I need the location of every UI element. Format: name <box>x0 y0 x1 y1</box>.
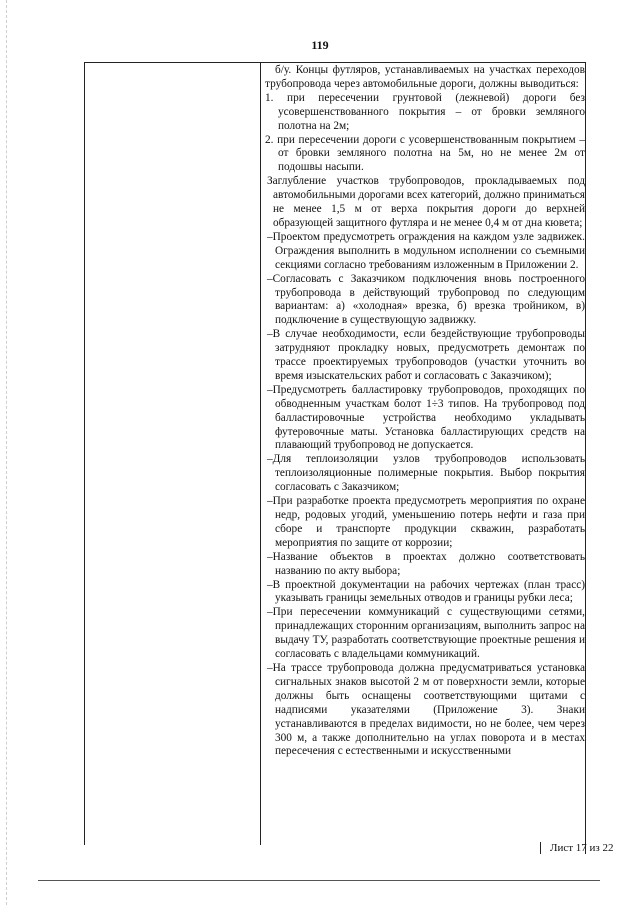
dash-item-signal-signs: –На трассе трубопровода должна предусматриваться установка сигнальных знаков высотой 2 м от поверхности земли, которые должны быть оснащены соответствующими щитами с надписями указателями (Приложение 3). Знаки устанавливаются в пределах видимости, но не более, чем через 300 м, а также дополнительно на углах поворота и в местах пересечения с естественными и искусственными <box>267 661 585 758</box>
dash-item-utility-crossings: –При пересечении коммуникаций с существующими сетями, принадлежащих сторонним организациям, выполнить запрос на выдачу ТУ, разработать соответствующие проектные решения и согласовать с владельцами коммуникаций. <box>267 606 585 661</box>
dash-item-dismantling: –В случае необходимости, если бездействующие трубопроводы затрудняют прокладку новых, предусмотреть демонтаж по трассе проектируемых трубопроводов (участки уточнить во время изыскательских работ и согласовать с Заказчиком); <box>267 328 585 382</box>
binding-margin-line <box>6 0 7 905</box>
dash-item-connection: –Согласовать с Заказчиком подключения вновь построенного трубопровода в действующий трубопровод по следующим вариантам: а) «холодная» врезка, б) врезка тройником, в) подключение в существующую задвижку. <box>267 272 585 327</box>
dash-item-object-names: –Название объектов в проектах должно соответствовать названию по акту выбора; <box>267 550 585 577</box>
sheet-label: Лист 17 из 22 <box>550 842 614 854</box>
requirements-table <box>84 62 586 845</box>
table-right-column <box>261 63 585 759</box>
numbered-item-1: 1. при пересечении грунтовой (лежневой) дороги без усовершенствованного покрытия – от бровки земляного полотна на 2м; <box>265 91 585 132</box>
deepening-paragraph: Заглубление участков трубопроводов, прокладываемых под автомобильными дорогами всех категорий, должно приниматься не менее 1,5 м от верха покрытия дороги до верхней образующей защитного футляра и не менее 0,4 м от дна кювета; <box>267 175 585 229</box>
page-number: 119 <box>311 38 329 52</box>
dash-item-fences: –Проектом предусмотреть ограждения на каждом узле задвижек. Ограждения выполнить в модульном исполнении со съемными секциями согласно требованиям изложенным в Приложении 2. <box>267 230 585 271</box>
table-left-column <box>85 63 261 845</box>
dash-item-land-boundaries: –В проектной документации на рабочих чертежах (план трасс) указывать границы земельных отводов и границы рубки леса; <box>267 578 585 605</box>
numbered-item-2: 2. при пересечении дороги с усовершенствованным покрытием – от бровки земляного полотна на 5м, но не менее 2м от подошвы насыпи. <box>265 133 585 174</box>
dash-item-protection: –При разработке проекта предусмотреть мероприятия по охране недр, родовых угодий, уменьшению потерь нефти и газа при сборе и транспорте продукции скважин, разработать мероприятия по защите от коррозии; <box>267 495 585 549</box>
bottom-rule <box>38 880 600 881</box>
dash-item-ballasting: –Предусмотреть балластировку трубопроводов, проходящих по обводненным участкам болот 1÷3 типов. На трубопровод под балластировочные устройства необходимо укладывать футеровочные маты. Установка балластирующих средств на плавающий трубопровод не допускается. <box>267 383 585 452</box>
intro-paragraph: б/у. Концы футляров, устанавливаемых на участках переходов трубопровода через автомобильные дороги, должны выводиться: <box>265 64 585 90</box>
dash-item-insulation: –Для теплоизоляции узлов трубопроводов использовать теплоизоляционные полимерные покрытия. Выбор покрытия согласовать с Заказчиком; <box>267 453 585 494</box>
